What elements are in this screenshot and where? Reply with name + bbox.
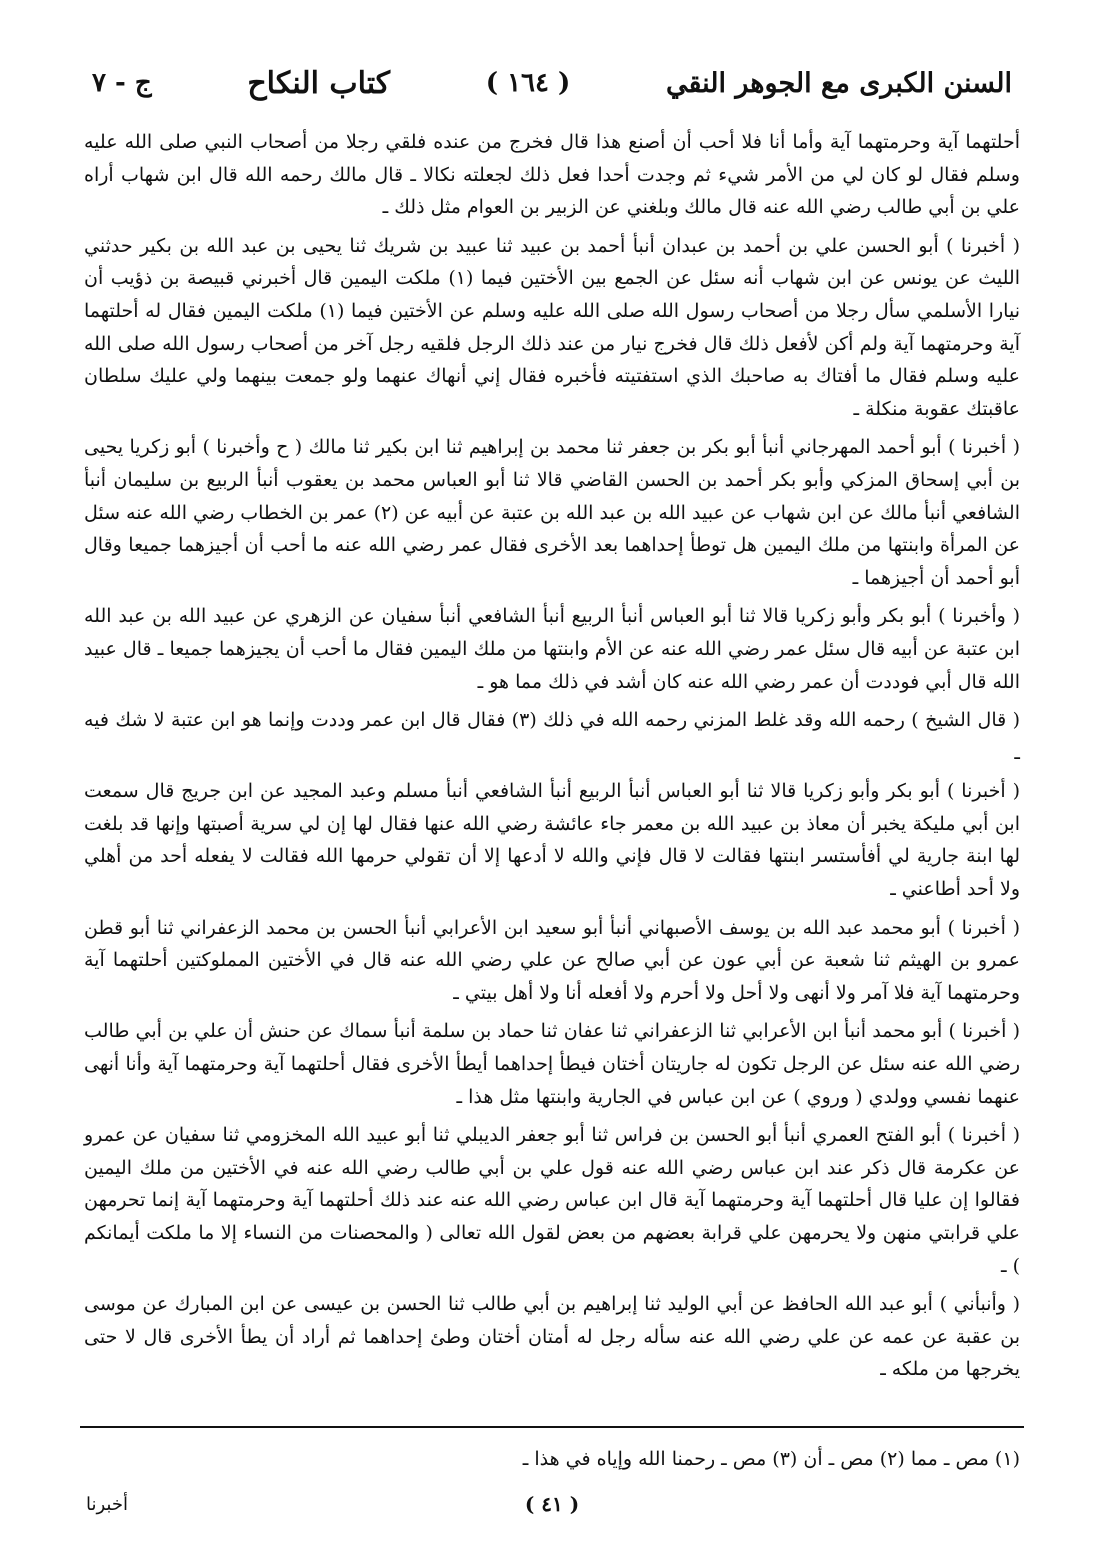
paragraph: ( وأخبرنا ) أبو بكر وأبو زكريا قالا ثنا أبو العباس أنبأ الربيع أنبأ الشافعي أنبأ سفيان عن الزهري عن عبيد الله بن عبد الله ابن عتبة عن أبيه قال سئل عمر رضي الله عنه عن الأم وابنتها من ملك اليمين فقال ما أحب أن يجيزهما جميعا ـ قال عبيد الله قال أبي فوددت أن عمر رضي الله عنه كان أشد في ذلك مما هو ـ — [84, 605, 1020, 693]
paragraph: ( أخبرنا ) أبو الفتح العمري أنبأ أبو الحسن بن فراس ثنا أبو جعفر الديبلي ثنا أبو عبيد الله المخزومي ثنا سفيان عن عمرو عن عكرمة قال ذكر عند ابن عباس رضي الله عنه قول علي بن أبي طالب رضي الله عنه في الأختين من ملك اليمين فقالوا إن عليا قال أحلتهما آية وحرمتهما آية قال ابن عباس رضي الله عنه عند ذلك أحلتهما آية وحرمتهما آية إنما تحرمهن علي قرابتي منهن ولا يحرمهن علي قرابة بعضهم من بعض لقول الله تعالى ( والمحصنات من النساء إلا ما ملكت أيمانكم ) ـ — [84, 1124, 1020, 1277]
footnote: (١) مص ـ مما (٢) مص ـ أن (٣) مص ـ رحمنا الله وإياه في هذا ـ — [522, 1448, 1020, 1470]
page-number: ( ١٦٤ ) — [485, 68, 571, 98]
paragraph: ( أخبرنا ) أبو الحسن علي بن أحمد بن عبدان أنبأ أحمد بن عبيد ثنا عبيد بن شريك ثنا يحيى بن عبد الله بن بكير حدثني الليث عن يونس عن ابن شهاب أنه سئل عن الجمع بين الأختين فيما (١) ملكت اليمين قال أخبرني قبيصة بن ذؤيب أن نيارا الأسلمي سأل رجلا من أصحاب رسول الله صلى الله عليه وسلم عن الأختين فيما (١) ملكت اليمين فقال له أحلتهما آية وحرمتهما آية ولم أكن لأفعل ذلك قال فخرج نيار من عند ذلك الرجل فلقيه رجل آخر من أصحاب رسول الله صلى الله عليه وسلم فقال ما أفتاك به صاحبك الذي استفتيته فأخبره فقال إني أنهاك عنهما ولو جمعت بينهما ولي عليك سلطان عاقبتك عقوبة منكلة ـ — [84, 234, 1020, 420]
paragraph: ( أخبرنا ) أبو محمد أنبأ ابن الأعرابي ثنا الزعفراني ثنا عفان ثنا حماد بن سلمة أنبأ سماك عن حنش أن علي بن أبي طالب رضي الله عنه سئل عن الرجل تكون له جاريتان أختان فيطأ إحداهما أيطأ الأخرى فقال أحلتهما آية وحرمتهما آية وأنا أنهى عنهما نفسي وولدي ( وروي ) عن ابن عباس في الجارية وابنتها مثل هذا ـ — [84, 1020, 1020, 1108]
sheet-number: ( ٤١ ) — [524, 1492, 580, 1516]
footnote-divider — [80, 1426, 1024, 1428]
paragraph: ( أخبرنا ) أبو أحمد المهرجاني أنبأ أبو بكر بن جعفر ثنا محمد بن إبراهيم ثنا ابن بكير ثنا مالك ( ح وأخبرنا ) أبو زكريا يحيى بن أبي إسحاق المزكي وأبو بكر أحمد بن الحسن القاضي قالا ثنا أبو العباس محمد بن يعقوب أنبأ الربيع بن سليمان أنبأ الشافعي أنبأ مالك عن ابن شهاب عن عبيد الله بن عبد الله بن عتبة عن أبيه عن (٢) عمر بن الخطاب رضي الله عنه سئل عن المرأة وابنتها من ملك اليمين هل توطأ إحداهما بعد الأخرى فقال عمر رضي الله عنه ما أحب أن أجيزهما جميعا وقال أبو أحمد أن أجيزهما ـ — [84, 436, 1020, 589]
page-header — [92, 58, 1012, 108]
paragraph: ( أخبرنا ) أبو محمد عبد الله بن يوسف الأصبهاني أنبأ أبو سعيد ابن الأعرابي أنبأ الحسن بن محمد الزعفراني ثنا أبو قطن عمرو بن الهيثم ثنا شعبة عن أبي عون عن أبي صالح عن علي رضي الله عنه قال في الأختين المملوكتين أحلتهما آية وحرمتهما آية فلا آمر ولا أنهى ولا أحل ولا أحرم ولا أفعله أنا ولا أهل بيتي ـ — [84, 916, 1020, 1004]
chapter-title: كتاب النكاح — [247, 65, 391, 101]
paragraph: أحلتهما آية وحرمتهما آية وأما أنا فلا أحب أن أصنع هذا قال فخرج من عنده فلقي رجلا من أصحاب النبي صلى الله عليه وسلم فقال لو كان لي من الأمر شيء ثم وجدت أحدا فعل ذلك لجعلته نكالا ـ قال مالك رحمه الله قال ابن شهاب أراه علي بن أبي طالب رضي الله عنه قال مالك وبلغني عن الزبير بن العوام مثل ذلك ـ — [84, 131, 1020, 219]
paragraph: ( وأنبأني ) أبو عبد الله الحافظ عن أبي الوليد ثنا إبراهيم بن أبي طالب ثنا الحسن بن عيسى عن ابن المبارك عن موسى بن عقبة عن عمه عن علي رضي الله عنه سأله رجل له أمتان أختان وطئ إحداهما ثم أراد أن يطأ الأخرى قال لا حتى يخرجها من ملكه ـ — [84, 1293, 1020, 1381]
volume-label: ج - ٧ — [92, 68, 152, 98]
catchword: أخبرنا — [86, 1494, 128, 1515]
book-title: السنن الكبرى مع الجوهر النقي — [665, 67, 1012, 99]
paragraph: ( قال الشيخ ) رحمه الله وقد غلط المزني رحمه الله في ذلك (٣) فقال قال ابن عمر وددت وإنما هو ابن عتبة لا شك فيه ـ — [84, 709, 1020, 764]
paragraph: ( أخبرنا ) أبو بكر وأبو زكريا قالا ثنا أبو العباس أنبأ الربيع أنبأ الشافعي أنبأ مسلم وعبد المجيد عن ابن جريج قال سمعت ابن أبي مليكة يخبر أن معاذ بن عبيد الله بن معمر جاء عائشة رضي الله عنها فقال لها إن لي سرية أصبتها وإنها قد بلغت لها ابنة جارية لي أفأستسر ابنتها فقالت لا قال فإني والله لا أدعها إلا أن تقولي حرمها الله فقالت لا يفعله أحد من أهلي ولا أحد أطاعني ـ — [84, 780, 1020, 901]
main-text — [84, 126, 1020, 1392]
